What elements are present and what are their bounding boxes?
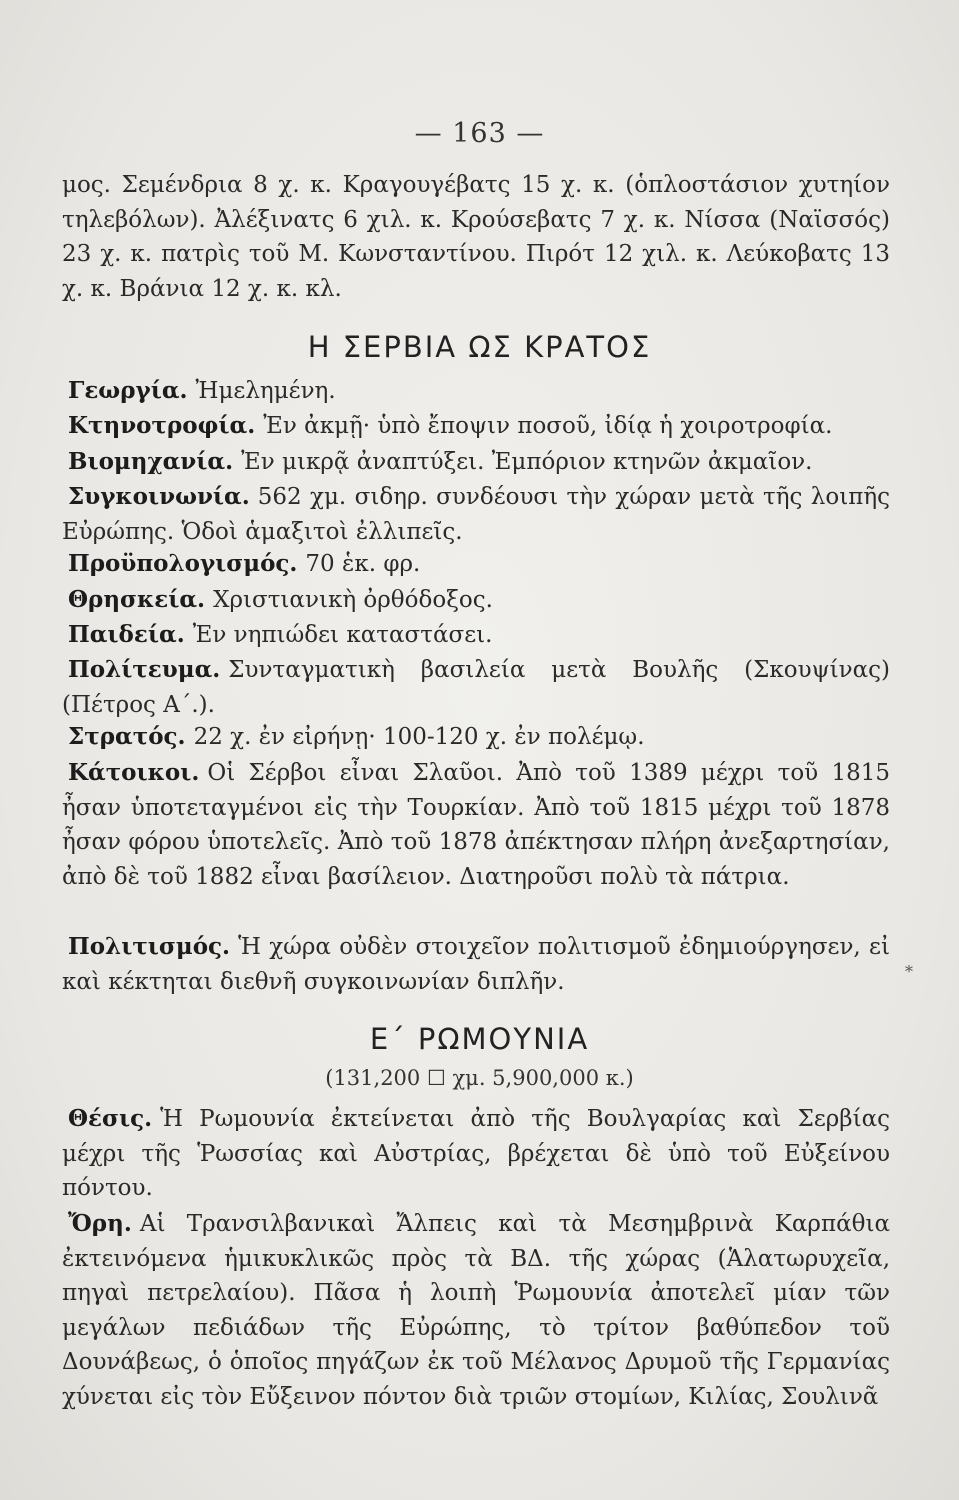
entry-term: Κτηνοτροφία.	[68, 412, 256, 439]
entry-term: Κάτοικοι.	[68, 759, 200, 786]
entry-term: Συγκοινωνία.	[68, 483, 250, 510]
entry-text: 22 χ. ἐν εἰρήνῃ· 100-120 χ. ἐν πολέμῳ.	[193, 724, 645, 750]
entry-term: Ὄρη.	[68, 1210, 132, 1237]
entry-term: Γεωργία.	[68, 377, 188, 404]
entry-mountains	[62, 1207, 890, 1414]
entry-text: 562 χμ. σιδηρ. συνδέουσι τὴν χώραν μετὰ τῆς λοιπῆς Εὐρώπης. Ὁδοὶ ἁμαξιτοὶ ἐλλιπεῖς.	[62, 484, 890, 545]
entry-budget	[68, 547, 890, 582]
entry-term: Θρησκεία.	[68, 586, 206, 613]
entry-term: Πολίτευμα.	[68, 656, 221, 683]
entry-inhabitants	[62, 756, 890, 894]
entry-text: Ἠμελημένη.	[195, 378, 336, 404]
entry-education	[68, 618, 890, 653]
entry-text: Οἱ Σέρβοι εἶναι Σλαῦοι. Ἀπὸ τοῦ 1389 μέχρι τοῦ 1815 ἦσαν ὑποτεταγμένοι εἰς τὴν Τουρκίαν. Ἀπὸ τοῦ 1815 μέχρι τοῦ 1878 ἦσαν φόρου ὑποτελεῖς. Ἀπὸ τοῦ 1878 ἀπέκτησαν πλήρη ἀνεξαρτησίαν, ἀπὸ δὲ τοῦ 1882 εἶναι βασίλειον. Διατηροῦσι πολὺ τὰ πάτρια.	[62, 760, 890, 890]
entry-term: Προϋπολογισμός.	[68, 550, 298, 577]
intro-paragraph	[62, 168, 890, 306]
entry-text: Χριστιανικὴ ὀρθόδοξος.	[213, 587, 493, 613]
entry-text: Συνταγματικὴ βασιλεία μετὰ Βουλῆς (Σκουψίνας) (Πέτρος Α΄.).	[62, 657, 890, 718]
entry-industry	[68, 445, 890, 480]
stray-mark: *	[905, 962, 913, 981]
entry-term: Παιδεία.	[68, 621, 185, 648]
entry-agriculture	[68, 374, 890, 409]
entry-text: 70 ἑκ. φρ.	[305, 551, 421, 577]
section-heading-serbia: Η ΣΕΡΒΙΑ ΩΣ ΚΡΑΤΟΣ	[307, 330, 652, 364]
entry-livestock	[68, 409, 890, 444]
entry-army	[68, 720, 890, 755]
entry-position	[62, 1102, 890, 1206]
entry-religion	[68, 583, 890, 618]
entry-communications	[62, 480, 890, 549]
entry-term: Πολιτισμός.	[68, 933, 231, 960]
entry-term: Θέσις.	[68, 1105, 153, 1132]
entry-term: Στρατός.	[68, 723, 186, 750]
section-subheading-romania: (131,200 ☐ χμ. 5,900,000 κ.)	[325, 1066, 634, 1090]
section-heading-romania: Ε΄ ΡΩΜΟΥΝΙΑ	[369, 1022, 590, 1056]
page-number: — 163 —	[414, 118, 545, 149]
entry-text: Ἐν ἀκμῇ· ὑπὸ ἔποψιν ποσοῦ, ἰδίᾳ ἡ χοιροτροφία.	[263, 413, 833, 439]
entry-polity	[62, 653, 890, 722]
intro-text: μος. Σεμένδρια 8 χ. κ. Κραγουγέβατς 15 χ. κ. (ὁπλοστάσιον χυτηίον τηλεβόλων). Ἀλέξινατς 6 χιλ. κ. Κρούσεβατς 7 χ. κ. Νίσσα (Ναϊσσός) 23 χ. κ. πατρὶς τοῦ Μ. Κωνσταντίνου. Πιρότ 12 χιλ. κ. Λεύκοβατς 13 χ. κ. Βράνια 12 χ. κ. κλ.	[62, 172, 890, 302]
entry-text: Ἡ χώρα οὐδὲν στοιχεῖον πολιτισμοῦ ἐδημιούργησεν, εἰ καὶ κέκτηται διεθνῆ συγκοινωνίαν διπλῆν.	[62, 934, 890, 995]
entry-text: Ἡ Ρωμουνία ἐκτείνεται ἀπὸ τῆς Βουλγαρίας καὶ Σερβίας μέχρι τῆς Ῥωσσίας καὶ Αὐστρίας, βρέχεται δὲ ὑπὸ τοῦ Εὐξείνου πόντου.	[62, 1106, 890, 1201]
entry-term: Βιομηχανία.	[68, 448, 234, 475]
entry-civilization	[62, 930, 890, 999]
entry-text: Ἐν μικρᾷ ἀναπτύξει. Ἐμπόριον κτηνῶν ἀκμαῖον.	[241, 449, 813, 475]
entry-text: Ἐν νηπιώδει καταστάσει.	[192, 622, 493, 648]
entry-text: Αἱ Τρανσιλβανικαὶ Ἄλπεις καὶ τὰ Μεσημβρινὰ Καρπάθια ἐκτεινόμενα ἡμικυκλικῶς πρὸς τὰ ΒΔ. τῆς χώρας (Ἁλατωρυχεῖα, πηγαὶ πετρελαίου). Πᾶσα ἡ λοιπὴ Ῥωμουνία ἀποτελεῖ μίαν τῶν μεγάλων πεδιάδων τῆς Εὐρώπης, τὸ τρίτον βαθύπεδον τοῦ Δουνάβεως, ὁ ὁποῖος πηγάζων ἐκ τοῦ Μέλανος Δρυμοῦ τῆς Γερμανίας χύνεται εἰς τὸν Εὔξεινον πόντον διὰ τριῶν στομίων, Κιλίας, Σουλινᾶ	[62, 1211, 890, 1410]
